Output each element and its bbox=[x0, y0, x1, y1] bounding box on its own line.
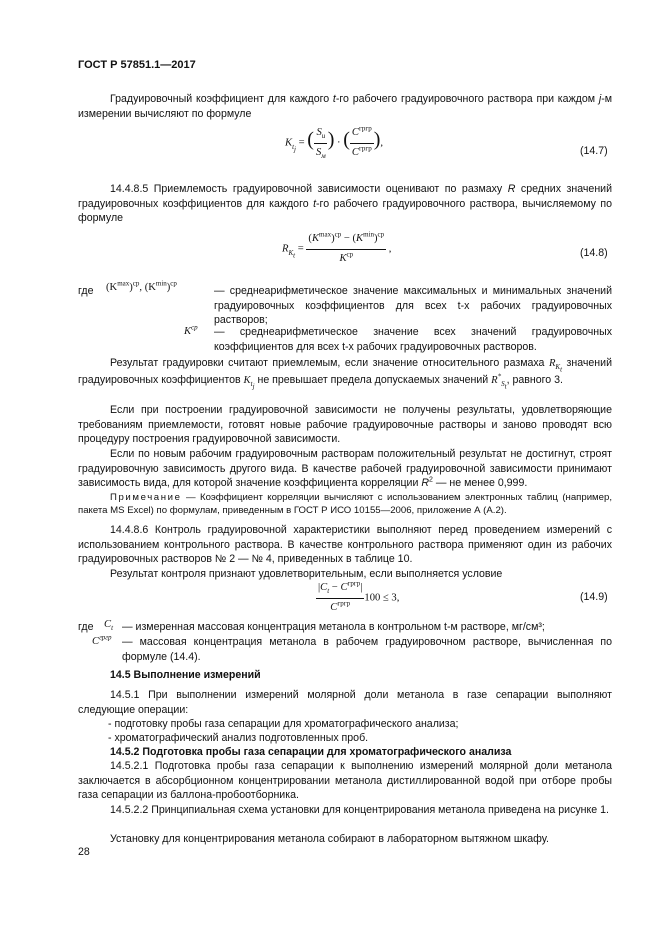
eq-symbol-C: C bbox=[351, 146, 359, 158]
paragraph-14-4-8-5 bbox=[78, 182, 612, 226]
where-symbol-cgrg: $C^{гргр}$ bbox=[92, 633, 112, 647]
eq-symbol-K: K bbox=[311, 233, 320, 244]
text: -го рабочего градуировочного раствора при каждом bbox=[335, 93, 596, 105]
eq-symbol-S: S bbox=[316, 127, 322, 138]
eq-rest: 100 ≤ 3, bbox=[364, 592, 400, 604]
eq-sup: гргр bbox=[358, 144, 372, 153]
eq-sup: гргр bbox=[347, 579, 361, 588]
eq-sub: K bbox=[288, 248, 294, 257]
eq-symbol-K: K bbox=[339, 252, 347, 264]
sym-sup: ср bbox=[191, 323, 198, 332]
equation-number: (14.9) bbox=[580, 591, 608, 603]
paragraph-calibration-coefficient bbox=[78, 92, 612, 121]
eq-symbol-K: K bbox=[285, 137, 293, 149]
eq-sup: гргр bbox=[337, 599, 351, 608]
where-desc-2: — среднеарифметическое значение всех значений градуировочных коэффициентов для всех t-х рабочих градуировочных растворов. bbox=[214, 326, 612, 353]
equation-14-8: $R_{K_t}$ = $\frac{(K^{max})^{ср} - (K^{min})^{ср}}{K^{ср}}$ , bbox=[282, 230, 392, 264]
note-text: — Коэффициент корреляции вычисляют с использованием электронных таблиц (например, пакета MS Excel) по формулам, приведенным в ГОСТ Р ИСО 10155—2006, приложение А (А.2). bbox=[78, 492, 612, 516]
var-j: j bbox=[598, 93, 602, 105]
equation-number: (14.8) bbox=[580, 247, 608, 259]
text: Если по новым рабочим градуировочным растворам положительный результат не достигнут, строят градуировочную зависимость другого вида. В качестве рабочей градуировочной зависимости принимают зависимость вида, для которой значение коэффициента корреляции bbox=[78, 448, 612, 490]
paragraph-14-5-2-1: 14.5.2.1 Подготовка пробы газа сепарации к выполнению измерений молярной доли метанола заключается в абсорбционном концентрировании метанола дистиллированной водой при отборе пробы газа сепарации из баллона-пробоотборника. bbox=[78, 760, 612, 802]
sym: (K bbox=[106, 282, 118, 293]
var-R: R bbox=[507, 183, 516, 195]
var-t: t bbox=[313, 197, 317, 210]
list-item: - хроматографический анализ подготовленных проб. bbox=[108, 732, 369, 744]
equation-14-9: $\frac{|C_t - C^{гргр}|}{C^{гргр}}$ 100 ≤ 3, bbox=[318, 579, 400, 613]
eq-symbol-R: R bbox=[282, 243, 289, 255]
eq-sup: ср bbox=[377, 230, 385, 239]
text: , равного 3. bbox=[506, 374, 563, 386]
eq-sup: гргр bbox=[358, 124, 372, 133]
sym-sup: ср bbox=[132, 279, 140, 288]
where-label: где bbox=[78, 621, 94, 633]
equation-number: (14.7) bbox=[580, 145, 608, 157]
list-item: - подготовку пробы газа сепарации для хроматографического анализа; bbox=[108, 718, 459, 730]
sym-sup: min bbox=[155, 279, 167, 288]
where-desc-1: — среднеарифметическое значение максимальных и минимальных значений градуировочных коэффициентов для всех t-х рабочих градуировочных растворов; bbox=[214, 285, 612, 327]
where-symbol-ct: $C_t$ bbox=[104, 619, 114, 633]
where2-desc-2: — массовая концентрация метанола в рабочем градуировочном растворе, вычисленная по формуле (14.4). bbox=[122, 636, 612, 663]
eq-minus: − bbox=[343, 233, 350, 244]
eq-symbol-C: C bbox=[320, 582, 328, 593]
paragraph-14-5-2-2: 14.5.2.2 Принципиальная схема установки для концентрирования метанола приведена на рисунке 1. bbox=[110, 804, 609, 816]
paragraph-14-5-1: 14.5.1 При выполнении измерений молярной доли метанола в газе сепарации выполняют следующие операции: bbox=[78, 689, 612, 716]
sym: K bbox=[184, 326, 192, 337]
paragraph-control-result: Результат контроля признают удовлетворительным, если выполняется условие bbox=[110, 568, 503, 580]
eq-sub: и bbox=[321, 132, 326, 141]
eq-symbol-S: S bbox=[315, 146, 322, 158]
text: значений градуировочных коэффициентов bbox=[78, 357, 612, 386]
note bbox=[78, 491, 612, 517]
eq-sub: t bbox=[327, 587, 330, 596]
sup: 2 bbox=[429, 476, 433, 484]
eq-symbol-K: K bbox=[356, 233, 364, 244]
section-14-5-heading: 14.5 Выполнение измерений bbox=[110, 669, 261, 681]
eq-symbol-C: C bbox=[330, 601, 338, 613]
sym: (K bbox=[144, 282, 156, 293]
eq-sub: м bbox=[321, 151, 326, 160]
eq-sub: t bbox=[292, 142, 295, 151]
sym: ) bbox=[166, 282, 171, 293]
text: -го рабочего градуировочного раствора, вычисляемому по формуле bbox=[78, 197, 612, 225]
paragraph-installation: Установку для концентрирования метанола собирают в лабораторном вытяжном шкафу. bbox=[110, 833, 549, 845]
eq-sup: min bbox=[363, 230, 375, 239]
eq-sub: j bbox=[294, 145, 296, 154]
text: не превышает предела допускаемых значений bbox=[254, 374, 492, 386]
section-14-5-2-heading: 14.5.2 Подготовка пробы газа сепарации для хроматографического анализа bbox=[110, 746, 512, 758]
paragraph-no-results: Если при построении градуировочной зависимости не получены результаты, удовлетворяющие требованиям приемлемости, готовят новые рабочие градуировочные растворы и заново проводят всю процедуру построения градуировочной зависимости. bbox=[78, 404, 612, 446]
page-number: 28 bbox=[78, 846, 90, 858]
eq-sup: max bbox=[319, 230, 332, 239]
eq-symbol-C: C bbox=[340, 582, 348, 593]
text: Градуировочный коэффициент для каждого bbox=[110, 93, 333, 105]
where2-desc-1: — измеренная массовая концентрация метанола в контрольном t-м растворе, мг/см³; bbox=[122, 621, 545, 633]
sym: ) bbox=[129, 282, 133, 293]
text: — не менее 0,999. bbox=[432, 477, 528, 490]
sym-sup: max bbox=[117, 279, 130, 288]
text: средних значений градуировочных коэффициентов для каждого bbox=[78, 183, 612, 210]
sym-sup: ср bbox=[170, 279, 177, 288]
eq-sup: ср bbox=[334, 230, 342, 239]
where-symbols-max-min: $(K^{max})^{ср}$, $(K^{min})^{ср}$ bbox=[106, 279, 177, 293]
var-R: R bbox=[421, 477, 429, 490]
paragraph-other-dependency bbox=[78, 447, 612, 491]
var-t: t bbox=[332, 93, 336, 105]
paragraph-14-4-8-6: 14.4.8.6 Контроль градуировочной характеристики выполняют перед проведением измерений с использованием контрольного раствора. В качестве контрольного раствора применяют один из рабочих градуировочных растворов № 2 — № 4, приведенных в таблице 10. bbox=[78, 524, 612, 566]
eq-symbol-C: C bbox=[351, 127, 359, 138]
equation-14-7: $K_{t_j}$ = ( $\frac{S_и}{S_м}$ ) · ( $\frac{C^{гргр}}{C^{гргр}}$ ), bbox=[285, 124, 384, 160]
text: -м измерении вычисляют по формуле bbox=[78, 93, 612, 120]
where-label: где bbox=[78, 285, 94, 297]
paragraph-calibration-result: Результат градуировки считают приемлемым, если значение относительного размаха $R_{K_t}$ значений градуировочных коэффициентов $K_{t_j}$ не превышает предела допускаемых значений $R^*_{S_t}$, равного 3. bbox=[78, 357, 612, 391]
eq-sup: ср bbox=[346, 250, 354, 259]
text: 14.4.8.5 Приемлемость градуировочной зависимости оценивают по размаху bbox=[110, 183, 508, 195]
text: Результат градуировки считают приемлемым, если значение относительного размаха bbox=[110, 357, 549, 369]
eq-sub: t bbox=[293, 251, 296, 260]
note-label: Примечание bbox=[110, 492, 182, 503]
standard-header: ГОСТ Р 57851.1—2017 bbox=[78, 59, 196, 71]
where-symbol-kcp bbox=[184, 325, 198, 340]
